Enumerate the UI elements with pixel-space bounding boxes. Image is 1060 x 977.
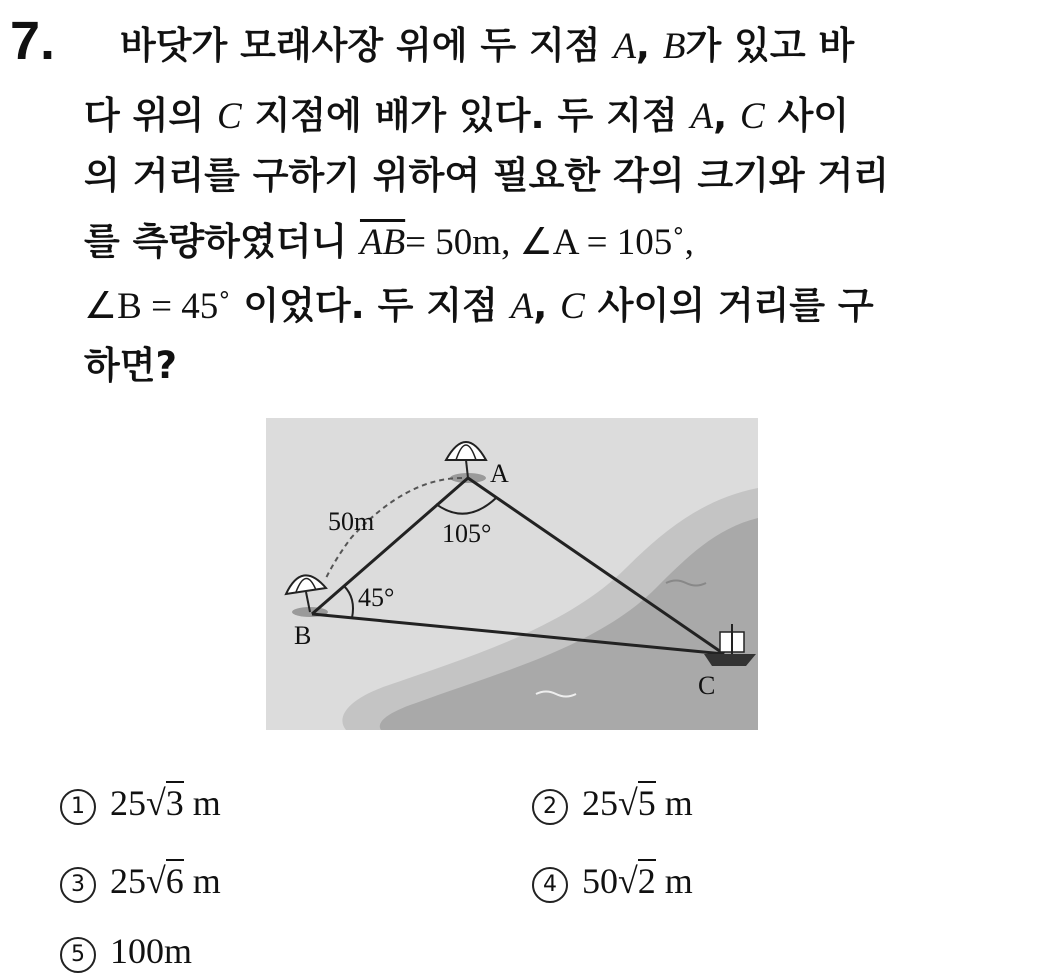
point-label: A — [613, 26, 636, 67]
choice-unit: m — [655, 861, 693, 901]
label-c: C — [698, 671, 716, 700]
separator: , — [635, 24, 663, 67]
point-label: B — [662, 26, 686, 67]
label-105: 105° — [442, 519, 492, 548]
label-a: A — [490, 459, 509, 488]
point-label: C — [560, 286, 585, 327]
line-text: 다 위의 — [84, 94, 217, 137]
question-line-6: 하면? — [84, 344, 177, 387]
choice-coef: 25 — [582, 783, 618, 823]
choice-unit: m — [655, 783, 693, 823]
choice-coef: 50 — [582, 861, 618, 901]
segment-ab: $\overline{AB}$ — [359, 222, 406, 263]
choice-unit: m — [183, 861, 221, 901]
choice-1[interactable]: 1 25√3 m — [60, 782, 221, 825]
choice-radicand: 6 — [165, 861, 184, 901]
choice-marker: 1 — [60, 789, 96, 825]
point-label: A — [690, 96, 714, 137]
label-50m: 50m — [328, 507, 375, 536]
line-text: 가 있고 바 — [685, 24, 855, 67]
choice-2[interactable]: 2 25√5 m — [532, 782, 693, 825]
choice-4[interactable]: 4 50√2 m — [532, 860, 693, 903]
question-line-3: 의 거리를 구하기 위하여 필요한 각의 크기와 거리 — [84, 154, 890, 197]
line-text: 바닷가 모래사장 위에 두 지점 — [120, 24, 614, 67]
choice-radicand: 2 — [637, 861, 656, 901]
choice-radicand: 3 — [165, 783, 184, 823]
choice-radicand: 5 — [637, 783, 656, 823]
line-text: 지점에 배가 있다. 두 지점 — [241, 94, 691, 137]
choice-3[interactable]: 3 25√6 m — [60, 860, 221, 903]
question-number: 7. — [10, 11, 56, 71]
line-text: 사이 — [764, 94, 850, 137]
given-values: = 50m, ∠A = 105˚, — [405, 222, 694, 263]
choice-unit: m — [183, 783, 221, 823]
choice-coef: 25 — [110, 783, 146, 823]
separator: , — [713, 94, 740, 137]
separator: , — [533, 284, 561, 327]
choice-marker: 5 — [60, 937, 96, 973]
choice-marker: 3 — [60, 867, 96, 903]
question-line-4 — [84, 218, 694, 267]
question-line-5 — [84, 282, 874, 331]
choice-coef: 25 — [110, 861, 146, 901]
point-label: C — [740, 96, 765, 137]
line-text: 이었다. 두 지점 — [230, 284, 511, 327]
line-text: 를 측량하였더니 — [84, 220, 360, 263]
label-45: 45° — [358, 583, 395, 612]
choice-marker: 4 — [532, 867, 568, 903]
given-angle-b: ∠B = 45˚ — [84, 286, 231, 327]
point-label: A — [510, 286, 534, 327]
choice-5[interactable] — [60, 930, 192, 973]
question-line-2 — [84, 92, 849, 141]
choice-marker: 2 — [532, 789, 568, 825]
question-line-1 — [120, 22, 854, 71]
line-text: 사이의 거리를 구 — [584, 284, 874, 327]
triangle-figure — [266, 418, 758, 730]
choice-value: 100m — [110, 931, 193, 971]
point-label: C — [217, 96, 242, 137]
label-b: B — [294, 621, 312, 650]
